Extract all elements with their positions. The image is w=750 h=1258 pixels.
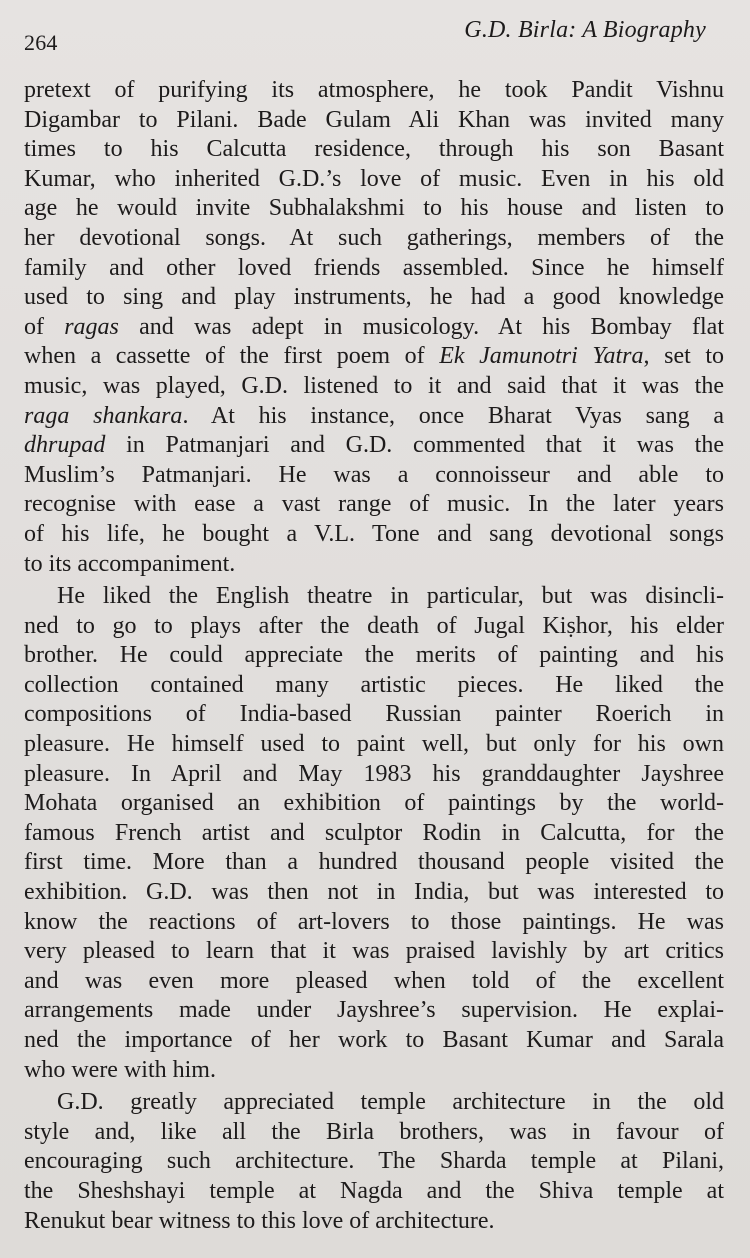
body-text <box>24 76 724 1236</box>
paragraph <box>24 76 724 579</box>
text-line <box>24 194 724 224</box>
text-segment: Renukut bear witness to this love of architecture. <box>24 1207 495 1234</box>
text-line <box>24 372 724 402</box>
text-segment: pleasure. He himself used to paint well, but only for his own <box>24 731 724 758</box>
running-head: G.D. Birla: A Biography <box>464 17 706 43</box>
text-segment: collection contained many artistic pieces. He liked the <box>24 671 724 698</box>
italic-text: ragas <box>64 313 119 340</box>
text-segment: age he would invite Subhalakshmi to his house and listen to <box>24 195 724 222</box>
text-line <box>24 135 724 165</box>
italic-text: dhrupad <box>24 432 106 459</box>
text-segment: times to his Calcutta residence, through his son Basant <box>24 136 724 163</box>
text-line <box>24 402 724 432</box>
text-segment: famous French artist and sculptor Rodin in Calcutta, for the <box>24 819 724 846</box>
text-line <box>24 937 724 967</box>
text-segment: ned the importance of her work to Basant Kumar and Sarala <box>24 1027 724 1053</box>
italic-text: Ek Jamunotri Yatra <box>439 343 644 370</box>
text-segment: to its accompaniment. <box>24 550 236 577</box>
text-line <box>24 342 724 372</box>
text-line <box>24 996 724 1026</box>
paragraph <box>24 1088 724 1236</box>
italic-text: raga shankara <box>24 402 183 429</box>
text-segment: pleasure. In April and May 1983 his granddaughter Jayshree <box>24 760 724 787</box>
text-segment: in Patmanjari and G.D. commented that it was the <box>105 432 724 459</box>
text-line <box>24 848 724 878</box>
text-line <box>24 76 724 106</box>
text-segment: arrangements made under Jayshree’s supervision. He explai- <box>24 997 724 1024</box>
text-line <box>24 641 724 671</box>
text-segment: know the reactions of art-lovers to those paintings. He was <box>24 908 724 935</box>
text-segment: recognise with ease a vast range of music. In the later years <box>24 491 724 518</box>
text-segment: her devotional songs. At such gatherings, members of the <box>24 224 724 251</box>
text-segment: Muslim’s Patmanjari. He was a connoisseur and able to <box>24 461 724 488</box>
text-line <box>24 700 724 730</box>
text-line <box>24 908 724 938</box>
text-line <box>24 760 724 790</box>
text-segment: who were with him. <box>24 1056 216 1083</box>
text-line <box>24 1207 724 1237</box>
text-line <box>24 1147 724 1177</box>
text-segment: compositions of India-based Russian painter Roerich in <box>24 701 724 728</box>
text-line <box>24 1056 724 1086</box>
text-line <box>24 1088 724 1118</box>
text-line <box>24 819 724 849</box>
text-segment: exhibition. G.D. was then not in India, but was interested to <box>24 879 724 906</box>
text-line <box>24 490 724 520</box>
text-line <box>24 550 724 580</box>
text-line <box>24 520 724 550</box>
paragraph <box>24 582 724 1085</box>
text-line <box>24 730 724 760</box>
text-segment: family and other loved friends assembled. Since he himself <box>24 254 724 281</box>
text-line <box>24 165 724 195</box>
text-segment: music, was played, G.D. listened to it and said that it was the <box>24 372 724 399</box>
text-segment: pretext of purifying its atmosphere, he took Pandit Vishnu <box>24 77 724 103</box>
text-line <box>24 1026 724 1056</box>
text-segment: Mohata organised an exhibition of paintings by the world- <box>24 790 724 817</box>
text-segment: encouraging such architecture. The Sharda temple at Pilani, <box>24 1148 724 1175</box>
text-segment: He liked the English theatre in particular, but was disincli- <box>57 583 724 610</box>
text-segment: , set to <box>643 343 725 370</box>
text-segment: Digambar to Pilani. Bade Gulam Ali Khan was invited many <box>24 106 724 133</box>
text-segment: style and, like all the Birla brothers, was in favour of <box>24 1118 724 1145</box>
text-segment: of his life, he bought a V.L. Tone and sang devotional songs <box>24 520 724 547</box>
text-segment: G.D. greatly appreciated temple architecture in the old <box>57 1089 724 1116</box>
text-line <box>24 283 724 313</box>
text-segment: brother. He could appreciate the merits of painting and his <box>24 642 724 669</box>
text-segment: when a cassette of the first poem of <box>24 343 440 370</box>
text-line <box>24 431 724 461</box>
text-segment: used to sing and play instruments, he had a good knowledge <box>24 284 724 311</box>
text-segment: Kumar, who inherited G.D.’s love of music. Even in his old <box>24 165 724 192</box>
text-segment: and was even more pleased when told of the excellent <box>24 967 724 994</box>
text-line <box>24 461 724 491</box>
text-segment: and was adept in musicology. At his Bombay flat <box>118 313 724 340</box>
text-segment: very pleased to learn that it was praised lavishly by art critics <box>24 938 724 965</box>
text-segment: of <box>24 313 65 340</box>
text-line <box>24 106 724 136</box>
text-line <box>24 878 724 908</box>
text-line <box>24 313 724 343</box>
page-number: 264 <box>24 30 58 55</box>
text-line <box>24 254 724 284</box>
text-line <box>24 1118 724 1148</box>
text-line <box>24 671 724 701</box>
text-line <box>24 789 724 819</box>
text-line <box>24 1177 724 1207</box>
text-line <box>24 612 724 642</box>
text-segment: first time. More than a hundred thousand people visited the <box>24 849 724 876</box>
text-segment: ned to go to plays after the death of Jugal Kiṣhor, his elder <box>24 612 724 639</box>
text-line <box>24 967 724 997</box>
text-line <box>24 224 724 254</box>
text-segment: . At his instance, once Bharat Vyas sang a <box>182 402 725 429</box>
text-line <box>24 582 724 612</box>
text-segment: the Sheshshayi temple at Nagda and the Shiva temple at <box>24 1177 724 1204</box>
